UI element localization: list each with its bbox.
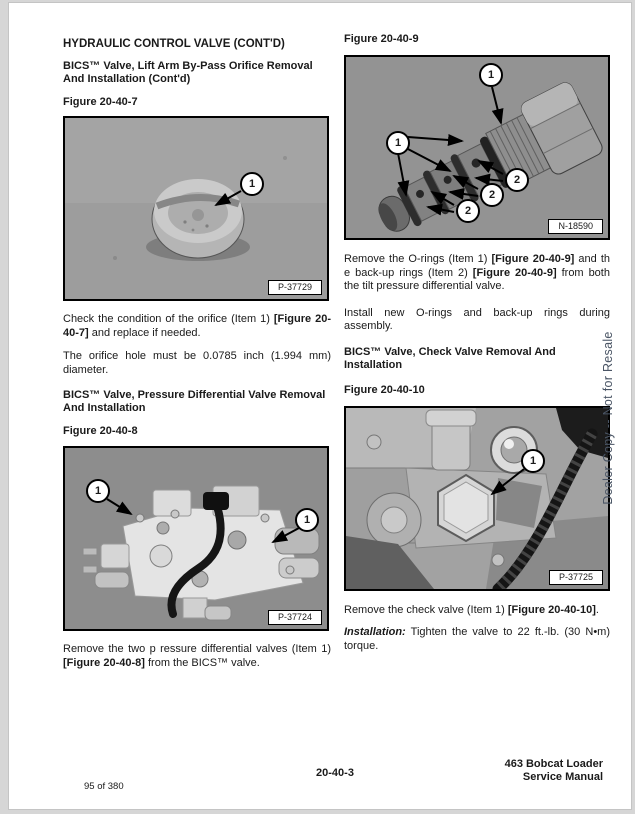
section-heading-orifice: BICS™ Valve, Lift Arm By-Pass Orifice Removal And Installation (Cont'd) [63, 60, 313, 85]
left-column [63, 33, 331, 670]
installation-label: Installation: [344, 626, 406, 638]
figure-reference: [Figure 20-40-10] [507, 603, 596, 616]
paragraph-remove-orings [344, 253, 610, 294]
callout-1: 1 [86, 479, 110, 503]
figure-label-20-40-9: Figure 20-40-9 [344, 33, 419, 45]
paragraph-installation-torque [344, 626, 610, 653]
figure-reference: [Figure 20-40-9] [472, 266, 557, 279]
callout-1: 1 [240, 172, 264, 196]
figure-label-20-40-10: Figure 20-40-10 [344, 383, 425, 396]
photo-id-label: N-18590 [548, 219, 603, 234]
text-run: from the BICS™ valve. [144, 656, 260, 669]
text-run: from both the tilt pressure differential valve. [344, 266, 610, 292]
figure-reference: [Figure 20-40-7] [63, 313, 331, 339]
figure-20-40-7 [63, 116, 329, 301]
callout-2: 2 [505, 168, 529, 192]
figure-20-40-9 [344, 55, 610, 240]
paragraph-install-orings: Install new O-rings and back-up rings during assembly. [344, 306, 610, 332]
figure-20-40-10 [344, 406, 610, 591]
text-run: Check the condition of the orifice (Item 1) [63, 313, 274, 325]
callout-1: 1 [386, 131, 410, 155]
page-title: HYDRAULIC CONTROL VALVE (CONT'D) [63, 38, 285, 50]
paragraph-check-orifice [63, 313, 331, 340]
dealer-copy-watermark: Dealer Copy -- Not for Resale [601, 331, 615, 505]
photo-id-label: P-37725 [549, 570, 603, 585]
text-run: Remove the two p ressure differential valves (Item 1) [63, 643, 331, 655]
callout-1: 1 [521, 449, 545, 473]
right-column [344, 33, 610, 653]
photo-id-label: P-37724 [268, 610, 322, 625]
manual-title-line1: 463 Bobcat Loader [504, 758, 603, 770]
callout-1: 1 [479, 63, 503, 87]
figure-label-20-40-7: Figure 20-40-7 [63, 96, 138, 108]
paragraph-remove-pressure-valves [63, 643, 331, 670]
text-run: Tighten the valve to 22 ft.-lb. (30 N•m) torque. [344, 626, 610, 652]
orifice-photo-art [65, 118, 327, 299]
footer-page-code: 20-40-3 [316, 767, 354, 779]
footer-page-count: 95 of 380 [84, 781, 124, 792]
text-run: and th e back-up rings (Item 2) [344, 253, 610, 279]
text-run: Remove the O-rings (Item 1) [344, 253, 492, 265]
paragraph-remove-check-valve [344, 604, 610, 618]
photo-id-label: P-37729 [268, 280, 322, 295]
figure-20-40-8 [63, 446, 329, 631]
figure-label-20-40-8: Figure 20-40-8 [63, 425, 138, 437]
callout-1: 1 [295, 508, 319, 532]
manual-title-line2: Service Manual [522, 771, 603, 783]
text-run: Remove the check valve (Item 1) [344, 603, 508, 616]
text-run: and replace if needed. [88, 326, 201, 339]
figure-reference: [Figure 20-40-8] [63, 656, 145, 669]
valve-assembly-photo-art [65, 448, 327, 629]
check-valve-photo-art [346, 408, 608, 589]
section-heading-check-valve: BICS™ Valve, Check Valve Removal And Installation [344, 345, 556, 371]
manual-page [8, 2, 632, 810]
figure-reference: [Figure 20-40-9] [491, 253, 575, 265]
callout-2: 2 [456, 199, 480, 223]
footer-manual-title [505, 758, 603, 784]
paragraph-orifice-size: The orifice hole must be 0.0785 inch (1.994 mm) diameter. [63, 350, 331, 376]
text-run: . [595, 603, 599, 616]
section-heading-pressure-differential: BICS™ Valve, Pressure Differential Valve Removal And Installation [63, 389, 326, 414]
callout-2: 2 [480, 183, 504, 207]
